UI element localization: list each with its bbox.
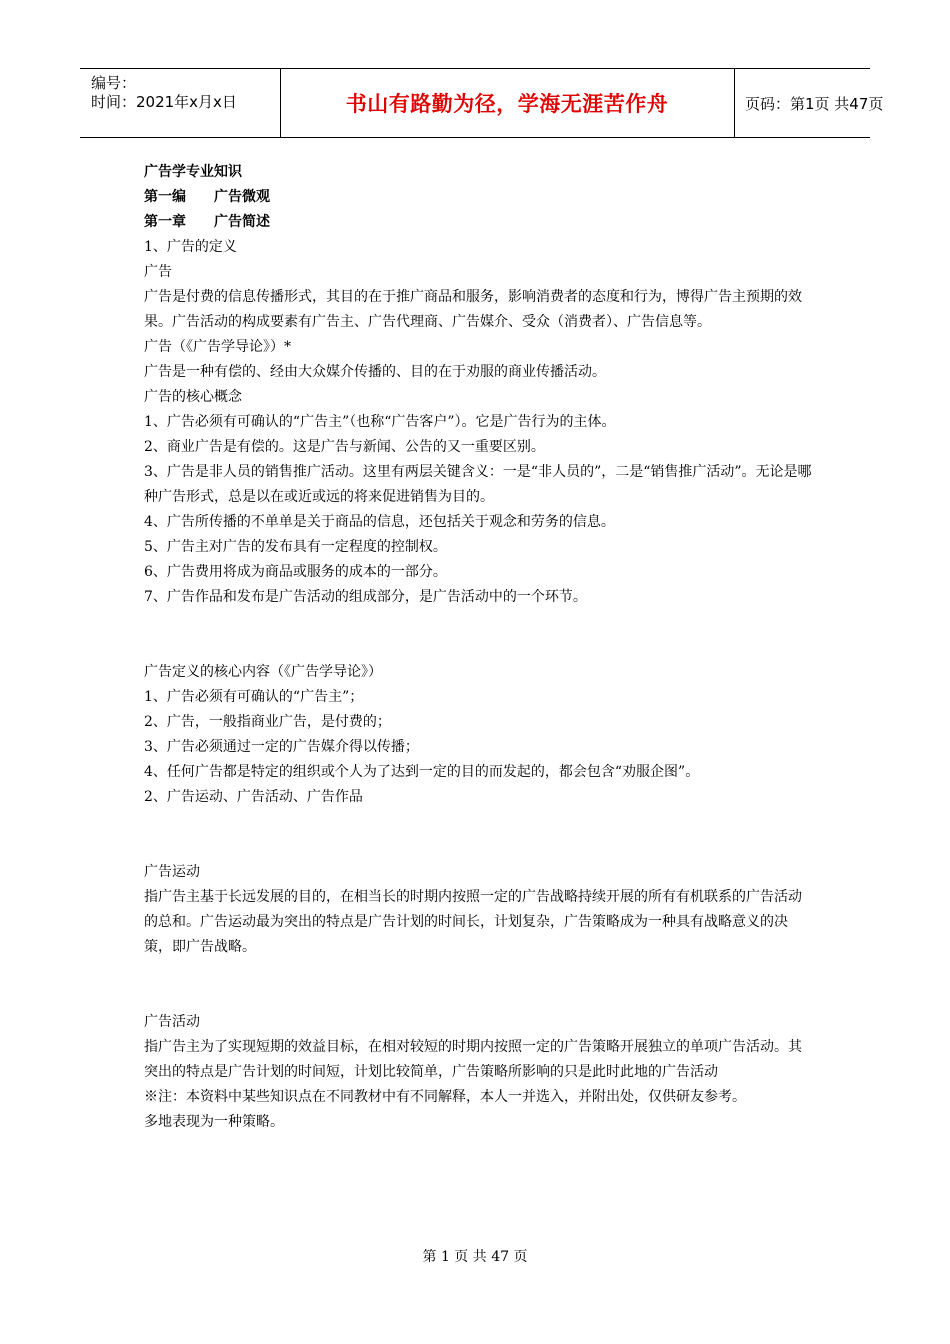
date-line: 时间：2021年x月x日 — [91, 93, 237, 111]
definition-paragraph: 广告是付费的信息传播形式，其目的在于推广商品和服务，影响消费者的态度和行为，博得广告主预期的效果。广告活动的构成要素有广告主、广告代理商、广告媒介、受众（消费者）、广告信息等。 — [144, 289, 802, 330]
list-item: 2、商业广告是有偿的。这是广告与新闻、公告的又一重要区别。 — [144, 439, 545, 455]
campaign-paragraph: 指广告主基于长远发展的目的，在相当长的时期内按照一定的广告战略持续开展的所有有机联系的广告活动的总和。广告运动最为突出的特点是广告计划的时间长，计划复杂，广告策略成为一种具有战略意义的决策，即广告战略。 — [144, 889, 802, 955]
page-footer: 第 1 页 共 47 页 — [422, 1249, 528, 1265]
list-item: 1、广告必须有可确认的“广告主”； — [144, 689, 364, 705]
section-heading: 1、广告的定义 — [144, 239, 237, 255]
list-item: 4、任何广告都是特定的组织或个人为了达到一定的目的而发起的，都会包含“劝服企图”。 — [144, 764, 700, 780]
header-motto — [280, 69, 735, 137]
core-content-heading: 广告定义的核心内容（《广告学导论》） — [144, 664, 382, 680]
document-body — [144, 160, 814, 1135]
closing-line: 多地表现为一种策略。 — [144, 1114, 284, 1130]
doc-title: 广告学专业知识 — [144, 164, 242, 180]
list-item: 1、广告必须有可确认的“广告主”（也称“广告客户”）。它是广告行为的主体。 — [144, 414, 616, 430]
activity-paragraph: 指广告主为了实现短期的效益目标，在相对较短的时期内按照一定的广告策略开展独立的单项广告活动。其突出的特点是广告计划的时间短，计划比较简单，广告策略所影响的只是此时此地的广告活动 — [144, 1039, 802, 1080]
header-meta — [80, 69, 281, 137]
campaign-heading: 广告运动 — [144, 864, 200, 880]
list-item: 6、广告费用将成为商品或服务的成本的一部分。 — [144, 564, 447, 580]
motto-text: 书山有路勤为径，学海无涯苦作舟 — [345, 92, 669, 116]
page-header — [80, 68, 884, 138]
list-item: 3、广告是非人员的销售推广活动。这里有两层关键含义：一是“非人员的”，二是“销售推广活动”。无论是哪种广告形式，总是以在或近或远的将来促进销售为目的。 — [144, 464, 812, 505]
serial-label: 编号： — [91, 74, 137, 92]
core-concept-heading: 广告的核心概念 — [144, 389, 242, 405]
definition-paragraph-2: 广告是一种有偿的、经由大众媒介传播的、目的在于劝服的商业传播活动。 — [144, 364, 606, 380]
note-paragraph: ※注：本资料中某些知识点在不同教材中有不同解释，本人一并选入，并附出处，仅供研友参考。 — [144, 1089, 746, 1105]
chapter-heading: 第一章 广告简述 — [144, 214, 270, 230]
activity-heading: 广告活动 — [144, 1014, 200, 1030]
term-ad: 广告 — [144, 264, 172, 280]
list-item: 5、广告主对广告的发布具有一定程度的控制权。 — [144, 539, 447, 555]
term-ad-2: 广告（《广告学导论》）* — [144, 339, 291, 355]
list-item: 4、广告所传播的不单单是关于商品的信息，还包括关于观念和劳务的信息。 — [144, 514, 615, 530]
list-item: 3、广告必须通过一定的广告媒介得以传播； — [144, 739, 419, 755]
list-item: 2、广告，一般指商业广告，是付费的； — [144, 714, 391, 730]
list-item: 7、广告作品和发布是广告活动的组成部分，是广告活动中的一个环节。 — [144, 589, 587, 605]
list-item: 2、广告运动、广告活动、广告作品 — [144, 789, 363, 805]
header-page-info: 页码：第1页 共47页 — [745, 94, 884, 113]
part-heading: 第一编 广告微观 — [144, 189, 270, 205]
